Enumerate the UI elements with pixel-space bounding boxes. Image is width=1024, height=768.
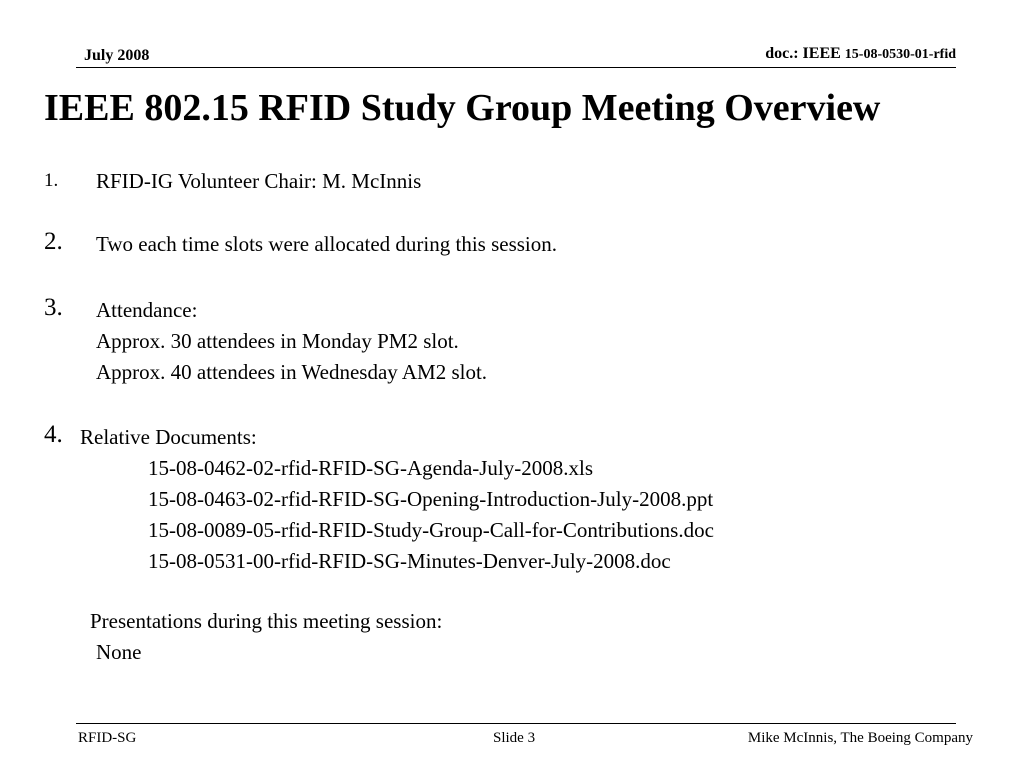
presentations-value: None — [96, 640, 142, 664]
header-rule — [76, 67, 956, 68]
header-doc-number: 15-08-0530-01-rfid — [844, 47, 956, 62]
document-3: 15-08-0089-05-rfid-RFID-Study-Group-Call-for-Contributions.doc — [148, 518, 714, 542]
footer-slide-number: Slide 3 — [493, 730, 536, 746]
presentations-label: Presentations during this meeting session: — [90, 609, 443, 633]
header-doc-id — [765, 44, 956, 65]
item-2-text: Two each time slots were allocated during this session. — [96, 232, 558, 256]
document-1: 15-08-0462-02-rfid-RFID-SG-Agenda-July-2008.xls — [148, 456, 594, 480]
footer-author: Mike McInnis, The Boeing Company — [747, 730, 973, 746]
item-1-number: 1. — [44, 170, 59, 191]
item-3-number: 3. — [44, 294, 63, 321]
item-1-text: RFID-IG Volunteer Chair: M. McInnis — [96, 169, 422, 193]
attendance-line-2: Approx. 40 attendees in Wednesday AM2 slot. — [96, 360, 488, 384]
document-2: 15-08-0463-02-rfid-RFID-SG-Opening-Introduction-July-2008.ppt — [148, 487, 714, 511]
attendance-line-1: Approx. 30 attendees in Monday PM2 slot. — [96, 329, 459, 353]
item-2-number: 2. — [44, 228, 63, 255]
document-4: 15-08-0531-00-rfid-RFID-SG-Minutes-Denver-July-2008.doc — [148, 549, 671, 573]
slide-title: IEEE 802.15 RFID Study Group Meeting Overview — [44, 87, 881, 129]
footer-left: RFID-SG — [78, 730, 137, 746]
item-4-number: 4. — [44, 421, 63, 448]
item-4-text: Relative Documents: — [80, 425, 257, 449]
item-3-text: Attendance: — [96, 298, 198, 322]
footer-rule — [76, 723, 956, 724]
header-date: July 2008 — [84, 47, 150, 64]
header-doc-prefix: doc.: IEEE — [765, 45, 845, 62]
